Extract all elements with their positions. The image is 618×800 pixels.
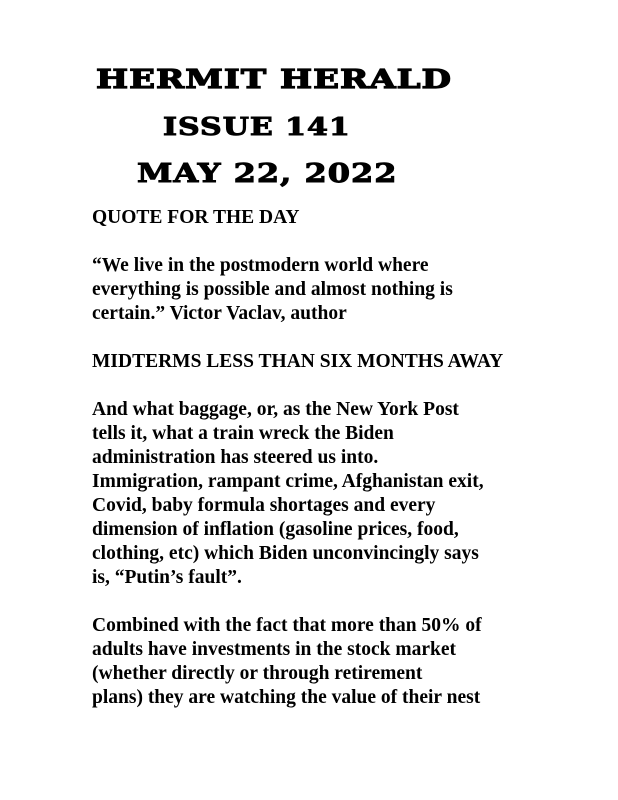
section-heading <box>92 350 538 374</box>
quote-paragraph <box>92 254 538 326</box>
paragraph-line: clothing, etc) which Biden unconvincingly says <box>92 543 479 564</box>
paragraph-line: Covid, baby formula shortages and every <box>92 495 436 516</box>
paragraph-line: dimension of inflation (gasoline prices, food, <box>92 519 459 540</box>
paragraph-line: is, “Putin’s fault”. <box>92 567 242 588</box>
paragraph-line: tells it, what a train wreck the Biden <box>92 423 394 444</box>
paragraph-line: (whether directly or through retirement <box>92 663 423 684</box>
article-body <box>92 206 538 734</box>
masthead-issue: ISSUE 141 <box>163 113 351 142</box>
masthead-title: HERMIT HERALD <box>96 63 453 95</box>
paragraph-line: Immigration, rampant crime, Afghanistan exit, <box>92 471 484 492</box>
paragraph-2 <box>92 614 538 710</box>
quote-line: “We live in the postmodern world where <box>92 255 429 276</box>
quote-heading <box>92 206 538 230</box>
paragraph-line: adults have investments in the stock market <box>92 639 456 660</box>
section-heading-text: MIDTERMS LESS THAN SIX MONTHS AWAY <box>92 351 504 372</box>
quote-heading-text: QUOTE FOR THE DAY <box>92 207 300 228</box>
quote-line: certain.” Victor Vaclav, author <box>92 303 347 324</box>
paragraph-line: Combined with the fact that more than 50% of <box>92 615 482 636</box>
paragraph-line: administration has steered us into. <box>92 447 379 468</box>
masthead-date: MAY 22, 2022 <box>137 157 398 189</box>
paragraph-1 <box>92 398 538 590</box>
quote-line: everything is possible and almost nothing is <box>92 279 453 300</box>
paragraph-line: And what baggage, or, as the New York Post <box>92 399 459 420</box>
paragraph-line: plans) they are watching the value of their nest <box>92 687 481 708</box>
